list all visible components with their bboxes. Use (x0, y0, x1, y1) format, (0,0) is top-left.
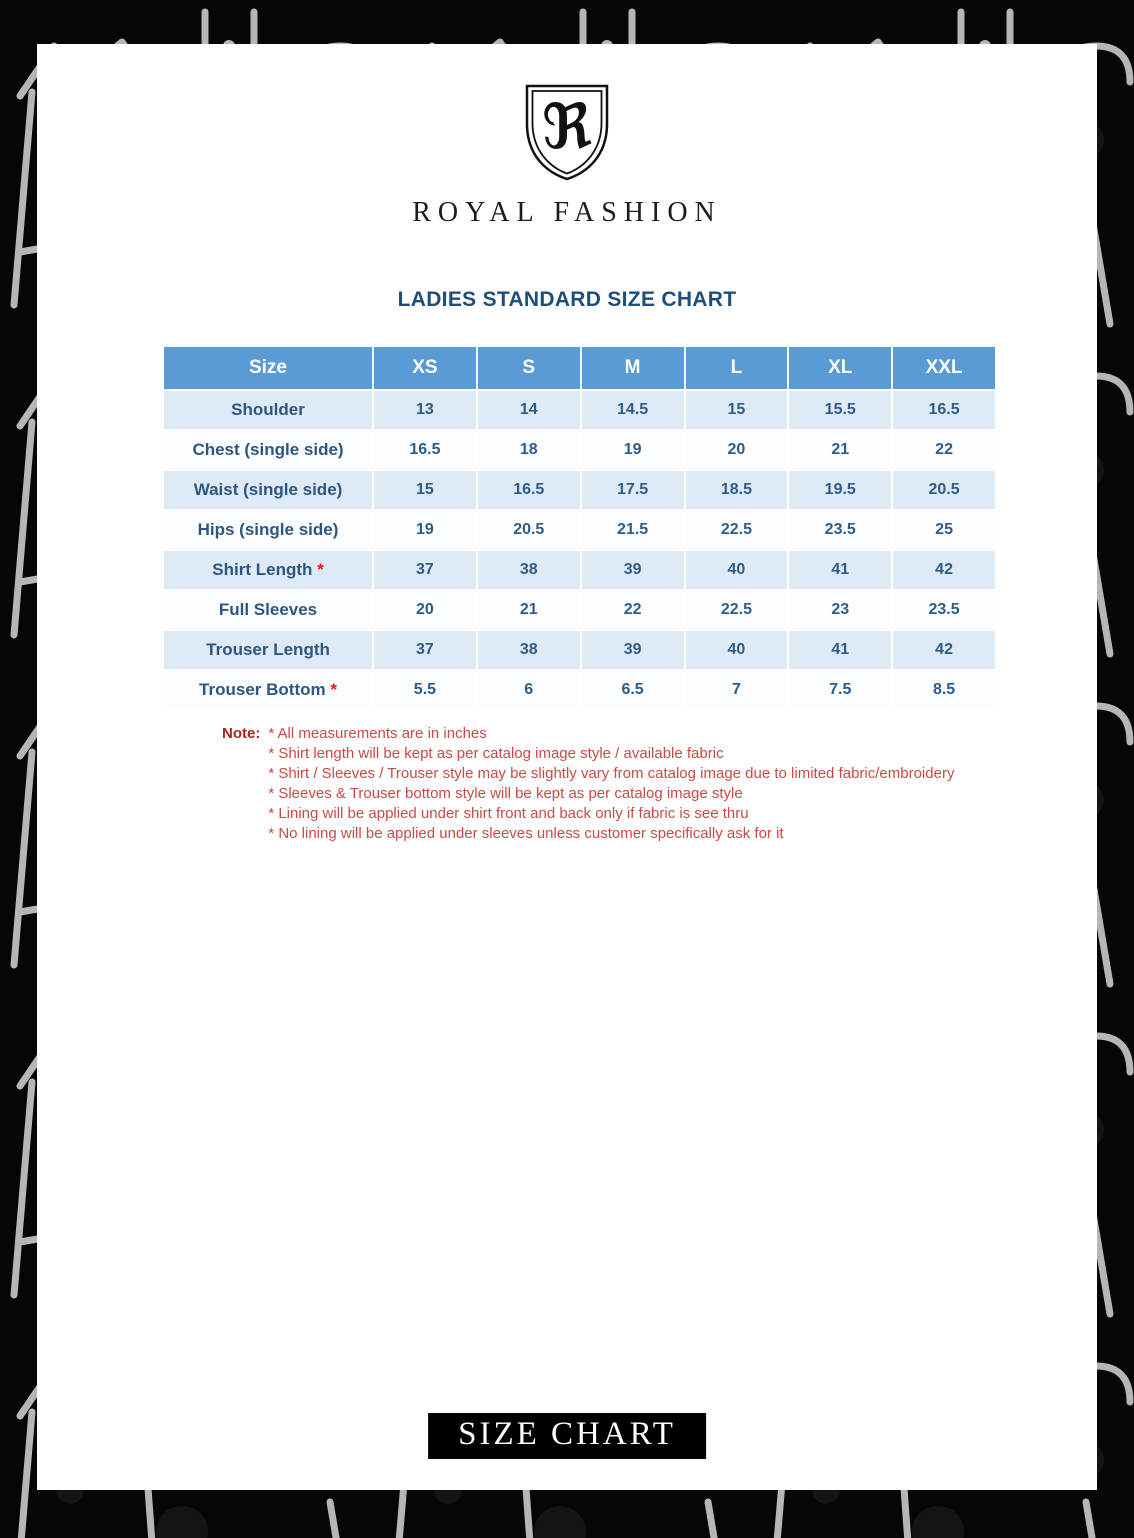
size-value-cell: 19 (582, 431, 684, 469)
size-value-cell: 40 (686, 551, 788, 589)
size-value-cell: 19 (374, 511, 476, 549)
row-label: Shirt Length * (164, 551, 372, 589)
table-row (164, 591, 995, 629)
note-item: * No lining will be applied under sleeves unless customer specifically ask for it (268, 825, 784, 842)
note-item: * Shirt / Sleeves / Trouser style may be slightly vary from catalog image due to limited fabric/embroidery (268, 765, 955, 782)
size-value-cell: 41 (789, 631, 891, 669)
page-title: LADIES STANDARD SIZE CHART (397, 288, 737, 311)
brand-logo-block (37, 82, 1097, 229)
size-value-cell: 21 (478, 591, 580, 629)
size-value-cell: 22 (582, 591, 684, 629)
size-value-cell: 42 (893, 631, 995, 669)
table-row (164, 511, 995, 549)
row-label: Trouser Bottom * (164, 671, 372, 709)
table-header-row (164, 347, 995, 389)
size-value-cell: 14 (478, 391, 580, 429)
size-value-cell: 21 (789, 431, 891, 469)
size-value-cell: 23 (789, 591, 891, 629)
size-value-cell: 16.5 (478, 471, 580, 509)
row-label: Full Sleeves (164, 591, 372, 629)
table-row (164, 471, 995, 509)
size-value-cell: 23.5 (893, 591, 995, 629)
size-value-cell: 8.5 (893, 671, 995, 709)
size-value-cell: 23.5 (789, 511, 891, 549)
table-row (164, 391, 995, 429)
note-item: * Shirt length will be kept as per catalog image style / available fabric (268, 745, 724, 762)
column-header-size: Size (164, 347, 372, 389)
size-value-cell: 39 (582, 551, 684, 589)
size-value-cell: 21.5 (582, 511, 684, 549)
size-value-cell: 5.5 (374, 671, 476, 709)
size-value-cell: 22 (893, 431, 995, 469)
note-item: * All measurements are in inches (268, 725, 487, 742)
size-value-cell: 20 (374, 591, 476, 629)
size-value-cell: 25 (893, 511, 995, 549)
size-value-cell: 13 (374, 391, 476, 429)
size-value-cell: 20 (686, 431, 788, 469)
size-value-cell: 14.5 (582, 391, 684, 429)
note-item: * Sleeves & Trouser bottom style will be kept as per catalog image style (268, 785, 743, 802)
size-value-cell: 7 (686, 671, 788, 709)
size-value-cell: 38 (478, 631, 580, 669)
brand-name: ROYAL FASHION (412, 197, 722, 228)
size-value-cell: 15 (686, 391, 788, 429)
table-row (164, 671, 995, 709)
column-header-xs: XS (374, 347, 476, 389)
size-value-cell: 15.5 (789, 391, 891, 429)
size-value-cell: 39 (582, 631, 684, 669)
note-label: Note: (222, 725, 261, 742)
size-value-cell: 20.5 (478, 511, 580, 549)
column-header-l: L (686, 347, 788, 389)
size-value-cell: 40 (686, 631, 788, 669)
red-asterisk: * (312, 560, 324, 579)
table-row (164, 431, 995, 469)
size-table-body (164, 391, 995, 709)
row-label: Waist (single side) (164, 471, 372, 509)
notes-section (222, 724, 954, 844)
row-label: Trouser Length (164, 631, 372, 669)
column-header-xl: XL (789, 347, 891, 389)
note-item: * Lining will be applied under shirt front and back only if fabric is see thru (268, 805, 749, 822)
column-header-m: M (582, 347, 684, 389)
size-value-cell: 41 (789, 551, 891, 589)
column-header-xxl: XXL (893, 347, 995, 389)
size-value-cell: 18 (478, 431, 580, 469)
page-sheet (37, 44, 1097, 1490)
size-value-cell: 37 (374, 551, 476, 589)
size-value-cell: 16.5 (374, 431, 476, 469)
size-value-cell: 6.5 (582, 671, 684, 709)
size-chart-banner: SIZE CHART (428, 1413, 706, 1459)
size-value-cell: 22.5 (686, 591, 788, 629)
size-value-cell: 18.5 (686, 471, 788, 509)
column-header-s: S (478, 347, 580, 389)
shield-logo-icon (522, 82, 612, 182)
size-value-cell: 17.5 (582, 471, 684, 509)
size-value-cell: 37 (374, 631, 476, 669)
red-asterisk: * (325, 680, 337, 699)
size-value-cell: 15 (374, 471, 476, 509)
size-value-cell: 7.5 (789, 671, 891, 709)
size-value-cell: 20.5 (893, 471, 995, 509)
size-value-cell: 38 (478, 551, 580, 589)
table-row (164, 631, 995, 669)
size-value-cell: 16.5 (893, 391, 995, 429)
size-chart-table (162, 345, 997, 711)
logo-letter: ℜ (541, 90, 593, 163)
size-value-cell: 42 (893, 551, 995, 589)
notes-list (268, 724, 954, 844)
size-value-cell: 19.5 (789, 471, 891, 509)
row-label: Chest (single side) (164, 431, 372, 469)
table-row (164, 551, 995, 589)
row-label: Hips (single side) (164, 511, 372, 549)
size-value-cell: 22.5 (686, 511, 788, 549)
row-label: Shoulder (164, 391, 372, 429)
size-value-cell: 6 (478, 671, 580, 709)
